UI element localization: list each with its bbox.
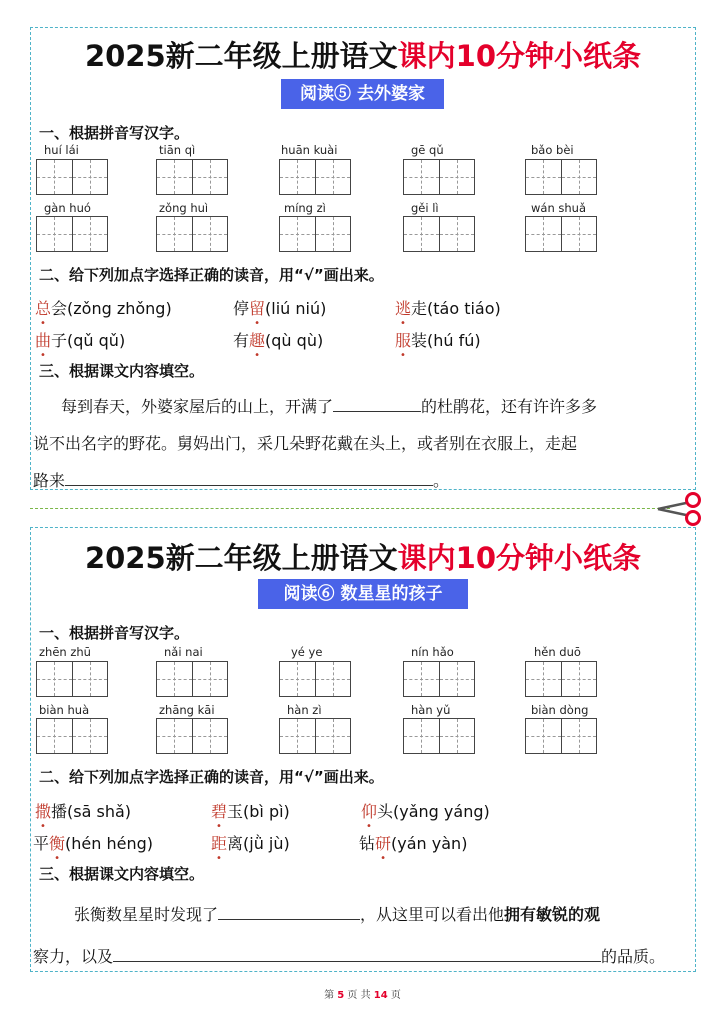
writing-grid[interactable] — [279, 718, 351, 754]
fill-blank[interactable] — [218, 918, 360, 920]
item-options: 装(hú fú) — [411, 331, 481, 350]
passage-text: 。 — [433, 471, 450, 490]
item-options: 子(qǔ qǔ) — [51, 331, 126, 350]
writing-grid[interactable] — [156, 216, 228, 252]
item-prefix: 平 — [33, 834, 50, 853]
item-options: (hén héng) — [65, 834, 154, 853]
cut-line — [30, 508, 670, 509]
pronunciation-item[interactable] — [35, 328, 125, 351]
pinyin-label: zhāng kāi — [159, 703, 215, 717]
dotted-char: 留 — [249, 299, 266, 318]
passage-line-1 — [74, 902, 600, 925]
fill-blank[interactable] — [333, 410, 421, 412]
lesson-banner: 阅读⑤ 去外婆家 — [281, 79, 444, 109]
dotted-char: 距 — [211, 834, 228, 853]
footer-text: 第 — [324, 990, 335, 1001]
pinyin-label: míng zì — [284, 201, 326, 215]
passage-line-1 — [61, 394, 597, 417]
writing-grid[interactable] — [525, 661, 597, 697]
footer-text: 页 共 — [347, 990, 371, 1001]
item-options: 头(yǎng yáng) — [377, 802, 490, 821]
writing-grid[interactable] — [279, 216, 351, 252]
writing-grid[interactable] — [279, 661, 351, 697]
pinyin-label: gē qǔ — [411, 143, 444, 157]
worksheet-card-1 — [30, 27, 696, 490]
pinyin-label: zǒng huì — [159, 201, 209, 215]
writing-grid[interactable] — [403, 216, 475, 252]
dotted-char: 研 — [375, 834, 392, 853]
worksheet-card-2 — [30, 527, 696, 972]
pinyin-label: hàn yǔ — [411, 703, 451, 717]
pinyin-label: bǎo bèi — [531, 143, 574, 157]
dotted-char: 撒 — [35, 802, 52, 821]
dotted-char: 趣 — [249, 331, 266, 350]
item-options: 离(jǜ jù) — [227, 834, 290, 853]
pinyin-label: huí lái — [44, 143, 79, 157]
item-options: (qù qù) — [265, 331, 324, 350]
pronunciation-item[interactable] — [35, 296, 172, 319]
fill-blank[interactable] — [113, 960, 601, 962]
passage-line-2 — [33, 944, 665, 967]
page-total: 14 — [373, 990, 388, 1001]
passage-line-3 — [33, 468, 449, 491]
pinyin-label: yé ye — [291, 645, 323, 659]
item-options: 走(táo tiáo) — [411, 299, 501, 318]
writing-grid[interactable] — [36, 159, 108, 195]
card-title — [31, 536, 695, 577]
pronunciation-item[interactable] — [233, 296, 326, 319]
pinyin-label: biàn dòng — [531, 703, 589, 717]
pronunciation-item[interactable] — [33, 831, 153, 854]
item-options: 播(sā shǎ) — [51, 802, 132, 821]
pinyin-label: hàn zì — [287, 703, 322, 717]
section-3-heading: 三、根据课文内容填空。 — [39, 865, 205, 883]
pronunciation-item[interactable] — [395, 296, 501, 319]
dotted-char: 碧 — [211, 802, 228, 821]
pinyin-label: biàn huà — [39, 703, 90, 717]
passage-text: 的杜鹃花，还有许许多多 — [421, 397, 598, 416]
pinyin-label: wán shuǎ — [531, 201, 587, 215]
section-2-heading: 二、给下列加点字选择正确的读音，用“√”画出来。 — [39, 768, 384, 786]
writing-grid[interactable] — [525, 718, 597, 754]
dotted-char: 曲 — [35, 331, 52, 350]
pronunciation-item[interactable] — [395, 328, 481, 351]
pinyin-label: zhēn zhū — [39, 645, 91, 659]
section-3-heading: 三、根据课文内容填空。 — [39, 362, 205, 380]
writing-grid[interactable] — [36, 718, 108, 754]
page-number: 5 — [337, 990, 345, 1001]
card-title — [31, 34, 695, 75]
dotted-char: 逃 — [395, 299, 412, 318]
passage-text: 路来 — [33, 471, 66, 490]
title-black: 2025新二年级上册语文 — [84, 39, 398, 73]
pinyin-label: nín hǎo — [411, 645, 454, 659]
pronunciation-item[interactable] — [361, 799, 490, 822]
writing-grid[interactable] — [156, 159, 228, 195]
writing-grid[interactable] — [36, 661, 108, 697]
item-options: (liú niú) — [265, 299, 327, 318]
dotted-char: 仰 — [361, 802, 378, 821]
item-prefix: 有 — [233, 331, 250, 350]
title-black: 2025新二年级上册语文 — [84, 541, 398, 575]
writing-grid[interactable] — [156, 661, 228, 697]
pinyin-label: hěn duō — [534, 645, 581, 659]
passage-text: 每到春天，外婆家屋后的山上，开满了 — [61, 397, 334, 416]
page-footer — [0, 986, 725, 1001]
title-red: 课内10分钟小纸条 — [397, 541, 642, 575]
pronunciation-item[interactable] — [211, 799, 290, 822]
footer-text: 页 — [390, 990, 401, 1001]
dotted-char: 总 — [35, 299, 52, 318]
passage-text: 察力，以及 — [33, 947, 114, 966]
passage-text: 的品质。 — [601, 947, 666, 966]
pinyin-label: huān kuài — [281, 143, 338, 157]
pinyin-label: nǎi nai — [164, 645, 203, 659]
dotted-char: 衡 — [49, 834, 66, 853]
item-options: 玉(bì pì) — [227, 802, 290, 821]
writing-grid[interactable] — [279, 159, 351, 195]
pronunciation-item[interactable] — [359, 831, 467, 854]
section-1-heading: 一、根据拼音写汉字。 — [39, 124, 190, 142]
lesson-banner: 阅读⑥ 数星星的孩子 — [258, 579, 468, 609]
writing-grid[interactable] — [403, 661, 475, 697]
item-prefix: 停 — [233, 299, 250, 318]
item-options: (yán yàn) — [391, 834, 468, 853]
pronunciation-item[interactable] — [211, 831, 290, 854]
scissors-icon — [656, 492, 704, 526]
writing-grid[interactable] — [36, 216, 108, 252]
item-options: 会(zǒng zhǒng) — [51, 299, 172, 318]
pinyin-label: tiān qì — [159, 143, 196, 157]
title-red: 课内10分钟小纸条 — [397, 39, 642, 73]
writing-grid[interactable] — [525, 216, 597, 252]
dotted-char: 服 — [395, 331, 412, 350]
passage-text: 张衡数星星时发现了 — [74, 905, 219, 924]
pinyin-label: gěi lì — [411, 201, 439, 215]
passage-text: ，从这里可以看出他 — [360, 905, 505, 924]
item-prefix: 钻 — [359, 834, 376, 853]
writing-grid[interactable] — [403, 159, 475, 195]
writing-grid[interactable] — [156, 718, 228, 754]
section-1-heading: 一、根据拼音写汉字。 — [39, 624, 190, 642]
passage-line-2: 说不出名字的野花。舅妈出门，采几朵野花戴在头上，或者别在衣服上，走起 — [33, 434, 578, 453]
section-2-heading: 二、给下列加点字选择正确的读音，用“√”画出来。 — [39, 266, 384, 284]
pinyin-label: gàn huó — [44, 201, 91, 215]
passage-text-bold: 拥有敏锐的观 — [504, 905, 601, 924]
writing-grid[interactable] — [525, 159, 597, 195]
pronunciation-item[interactable] — [35, 799, 131, 822]
fill-blank[interactable] — [65, 484, 433, 486]
writing-grid[interactable] — [403, 718, 475, 754]
pronunciation-item[interactable] — [233, 328, 323, 351]
